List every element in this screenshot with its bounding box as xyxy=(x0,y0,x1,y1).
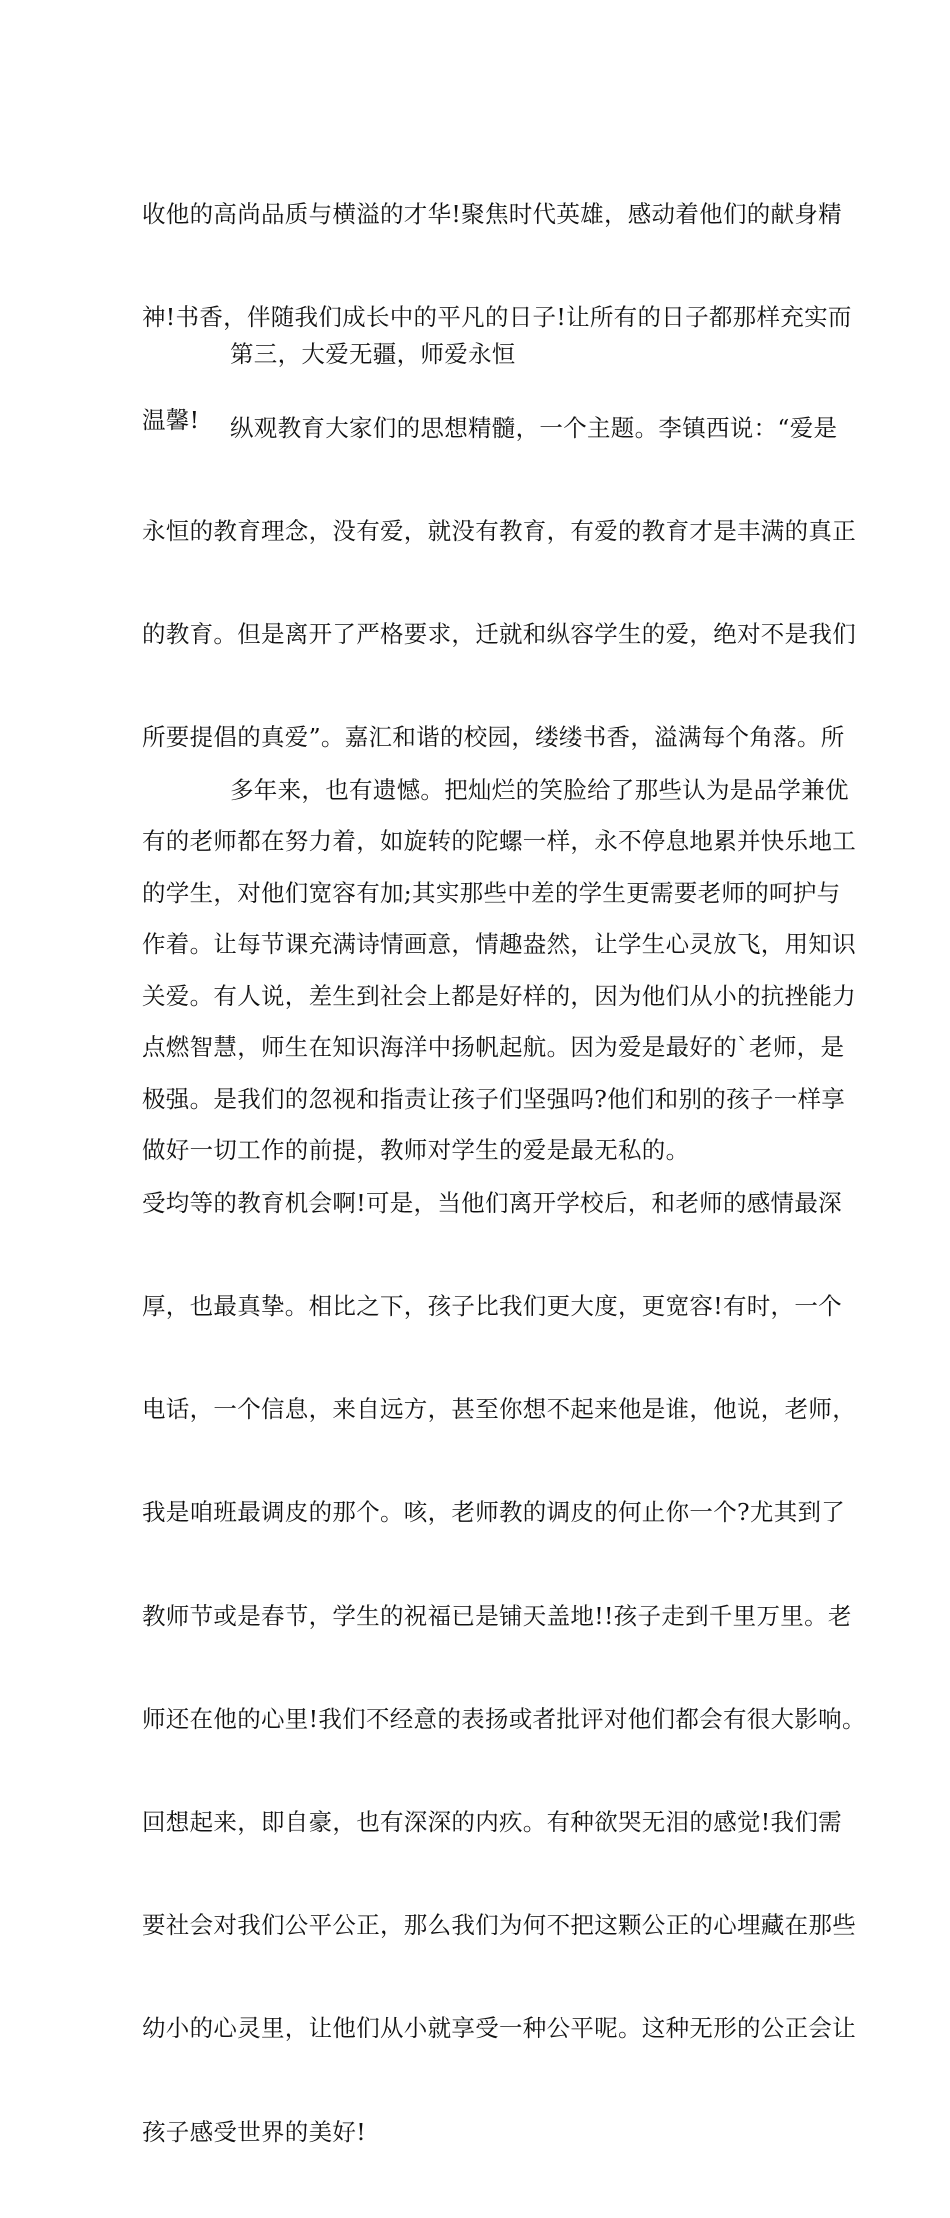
text-line: 永恒的教育理念，没有爱，就没有教育，有爱的教育才是丰满的真正 xyxy=(142,517,856,546)
text-line: 关爱。有人说，差生到社会上都是好样的，因为他们从小的抗挫能力 xyxy=(142,982,856,1011)
text-line: 纵观教育大家们的思想精髓，一个主题。李镇西说：“爱是 xyxy=(230,413,838,442)
text-line: 做好一切工作的前提，教师对学生的爱是最无私的。 xyxy=(142,1136,690,1165)
paragraph-regrets xyxy=(142,704,866,2218)
text-line: 神!书香，伴随我们成长中的平凡的日子!让所有的日子都那样充实而 xyxy=(142,303,852,332)
text-line: 电话，一个信息，来自远方，甚至你想不起来他是谁，他说，老师， xyxy=(142,1395,856,1424)
text-line: 教师节或是春节，学生的祝福已是铺天盖地!!孩子走到千里万里。老 xyxy=(142,1601,852,1630)
section-heading: 第三，大爱无疆，师爱永恒 xyxy=(230,339,516,368)
text-line: 的教育。但是离开了严格要求，迁就和纵容学生的爱，绝对不是我们 xyxy=(142,620,856,649)
text-line: 幼小的心灵里，让他们从小就享受一种公平呢。这种无形的公正会让 xyxy=(142,2014,856,2043)
text-line: 作着。让每节课充满诗情画意，情趣盎然，让学生心灵放飞，用知识 xyxy=(142,929,856,958)
text-line: 孩子感受世界的美好! xyxy=(142,2117,366,2146)
text-line: 收他的高尚品质与横溢的才华!聚焦时代英雄，感动着他们的献身精 xyxy=(142,199,842,228)
text-line: 温馨! xyxy=(142,406,200,435)
text-line: 点燃智慧，师生在知识海洋中扬帆起航。因为爱是最好的`老师，是 xyxy=(142,1033,845,1062)
text-line: 厚，也最真挚。相比之下，孩子比我们更大度，更宽容!有时，一个 xyxy=(142,1291,842,1320)
text-line: 要社会对我们公平公正，那么我们为何不把这颗公正的心埋藏在那些 xyxy=(142,1911,856,1940)
text-line: 所要提倡的真爱”。嘉汇和谐的校园，缕缕书香，溢满每个角落。所 xyxy=(142,723,845,752)
text-line: 多年来，也有遗憾。把灿烂的笑脸给了那些认为是品学兼优 xyxy=(230,775,849,804)
text-line: 回想起来，即自豪，也有深深的内疚。有种欲哭无泪的感觉!我们需 xyxy=(142,1808,842,1836)
text-line: 有的老师都在努力着，如旋转的陀螺一样，永不停息地累并快乐地工 xyxy=(142,826,856,855)
text-line: 我是咱班最调皮的那个。咳，老师教的调皮的何止你一个?尤其到了 xyxy=(142,1498,846,1527)
text-line: 受均等的教育机会啊!可是，当他们离开学校后，和老师的感情最深 xyxy=(142,1188,842,1217)
text-line: 的学生，对他们宽容有加;其实那些中差的学生更需要老师的呵护与 xyxy=(142,879,841,908)
text-line: 师还在他的心里!我们不经意的表扬或者批评对他们都会有很大影响。 xyxy=(142,1704,866,1733)
text-line: 极强。是我们的忽视和指责让孩子们坚强吗?他们和别的孩子一样享 xyxy=(142,1085,846,1114)
